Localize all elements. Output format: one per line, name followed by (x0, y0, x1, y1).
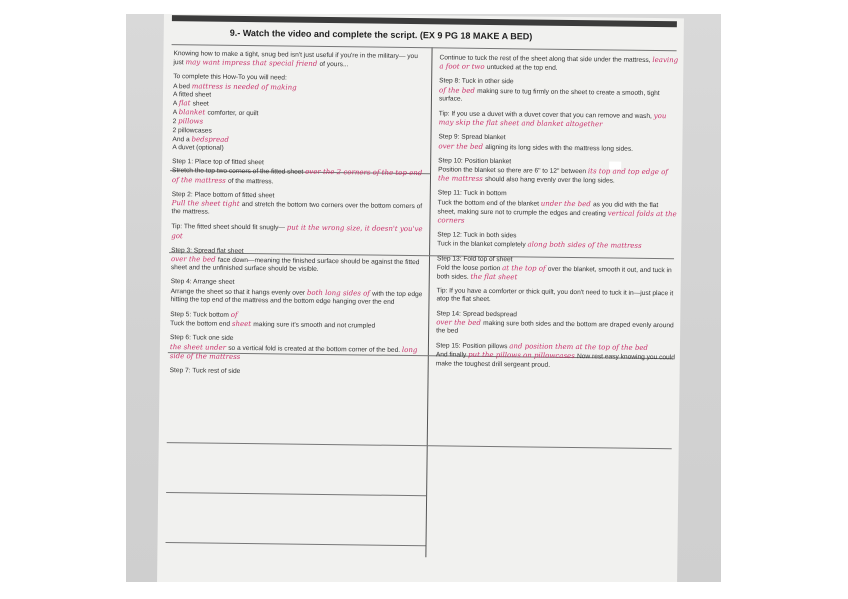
script-line (437, 263, 677, 284)
printed-text: Now rest easy knowing you could make the toughest drill sergeant proud. (435, 353, 675, 369)
script-line (170, 343, 425, 365)
handwritten-answer: both long sides of (306, 288, 373, 298)
handwritten-answer: pillows (178, 117, 204, 126)
handwritten-answer: put it the wrong size, it doesn't you've got (171, 223, 423, 240)
script-line (172, 167, 427, 189)
script-line (437, 240, 677, 252)
printed-text: Tuck the bottom end of the blanket (437, 198, 541, 208)
printed-text: Step 4: Arrange sheet (170, 278, 235, 287)
printed-text: Step 15: Position pillows (435, 342, 510, 351)
printed-text: Step 10: Position blanket (438, 157, 512, 166)
printed-text: as you did with the flat sheet, making sure not to crumple the edges and creating (437, 200, 659, 218)
handwritten-answer: along both sides of the mattress (527, 240, 642, 251)
handwritten-answer: over the bed (170, 255, 218, 264)
printed-text: face down—meaning the finished surface should be against the fitted sheet and the unfinished surface should be visible. (170, 256, 420, 274)
script-line (438, 142, 678, 154)
printed-text: Step 14: Spread bedspread (436, 310, 518, 319)
printed-text: Step 5: Tuck bottom (170, 311, 231, 319)
printed-text: Tuck the bottom end (170, 320, 232, 329)
printed-text: Continue to tuck the rest of the sheet along that side under the mattress, (439, 54, 653, 64)
script-line (439, 86, 679, 106)
printed-text: over the blanket, smooth it out, and tuck in both sides. (436, 265, 672, 281)
worksheet-page (157, 14, 684, 582)
printed-text: Step 11: Tuck in bottom (437, 189, 507, 198)
script-line (439, 53, 679, 74)
handwritten-answer: Pull the sheet tight (171, 199, 242, 209)
handwritten-answer: under the bed (540, 199, 594, 208)
script-line (436, 351, 676, 371)
printed-text: Fold the loose portion (436, 264, 503, 273)
script-line (436, 318, 676, 338)
printed-text: untucked at the top end. (486, 64, 558, 73)
printed-text: Step 3: Spread flat sheet (171, 246, 244, 255)
handwritten-answer: bedspread (191, 135, 229, 144)
script-line (438, 165, 678, 186)
script-line (439, 109, 679, 130)
rule (167, 442, 672, 449)
printed-text: Tip: If you have a comforter or thick quilt, you don't need to tuck it in—just place it atop the flat sheet. (436, 287, 674, 304)
printed-text: so a vertical fold is created at the bottom corner of the bed. (228, 344, 402, 354)
printed-text: Step 6: Tuck one side (169, 334, 234, 343)
printed-text: A bed (173, 82, 192, 90)
script-line (172, 144, 427, 155)
handwritten-answer: may want impress that special friend (185, 58, 320, 69)
printed-text: A (172, 100, 179, 108)
printed-text: Step 12: Tuck in both sides (437, 231, 517, 240)
handwritten-answer: blanket (178, 108, 208, 117)
rule (166, 492, 426, 496)
handwritten-answer: over the bed (438, 141, 486, 151)
printed-text: A fitted sheet (172, 90, 212, 99)
printed-text: Step 8: Tuck in other side (439, 77, 514, 86)
printed-text: making sure it's smooth and not crumpled (253, 321, 376, 330)
printed-text: with the top edge hitting the top end of the mattress and the bottom edge hanging over the end (170, 290, 423, 306)
script-line (171, 223, 426, 245)
handwritten-answer: the flat sheet (470, 272, 518, 282)
handwritten-answer: long side of the mattress (169, 345, 418, 361)
handwritten-answer: sheet (231, 320, 254, 329)
handwritten-answer: at the top of (502, 264, 548, 273)
printed-text: and stretch the bottom two corners over the bottom corners of the mattress. (171, 201, 423, 216)
printed-text: Step 7: Tuck rest of side (169, 367, 241, 376)
header-bar (172, 15, 677, 27)
script-line (170, 287, 425, 308)
printed-text: A duvet (optional) (172, 144, 224, 152)
handwritten-answer: vertical folds at the corners (437, 209, 677, 225)
printed-text: aligning its long sides with the mattress long sides. (485, 143, 634, 153)
handwritten-answer: over the 2 corners of the top end of the mattress (171, 168, 423, 185)
photo-background (126, 14, 721, 582)
printed-text: making sure to tug firmly on the sheet to create a smooth, tight surface. (438, 87, 660, 103)
printed-text: 2 (172, 118, 179, 126)
rule (166, 542, 426, 546)
handwritten-answer: the sheet under (169, 342, 229, 352)
handwritten-answer: flat (178, 99, 193, 108)
handwritten-answer: of (230, 310, 238, 319)
printed-text: Position the blanket so there are 6" to 12" between (438, 166, 588, 176)
printed-text: Knowing how to make a tight, snug bed isn't just useful if you're in the military— you just (173, 50, 418, 67)
right-column (436, 53, 680, 371)
script-line (436, 288, 676, 307)
printed-text: of the mattress. (227, 177, 274, 185)
exercise-title: 9.- Watch the video and complete the script. (EX 9 PG 18 MAKE A BED) (229, 27, 533, 42)
printed-text: sheet (192, 100, 209, 108)
script-line (171, 255, 426, 276)
script-line (170, 319, 425, 331)
printed-text: Step 1: Place top of fitted sheet (172, 158, 264, 167)
printed-text: Stretch the top two corners of the fitted sheet (172, 167, 306, 177)
script-line (172, 199, 427, 220)
printed-text: of yours... (319, 61, 349, 69)
printed-text: Tip: If you use a duvet with a duvet cover that you can remove and wash, (438, 110, 654, 121)
handwritten-answer: over the bed (436, 318, 484, 327)
handwritten-answer: of the bed (439, 85, 478, 95)
left-column (170, 50, 429, 378)
handwritten-answer: put the pillows on pillowcases (468, 351, 578, 361)
script-line (437, 198, 677, 229)
script-line (173, 50, 428, 71)
printed-text: And finally (435, 351, 469, 360)
printed-text: And a (172, 135, 192, 144)
printed-text: Step 13: Fold top of sheet (436, 255, 513, 263)
handwritten-answer: its top and top edge of the mattress (437, 167, 668, 184)
printed-text: Tip: The fitted sheet should fit snugly— (171, 223, 287, 232)
printed-text: making sure both sides and the bottom are draped evenly around the bed (436, 319, 674, 335)
printed-text: To complete this How-To you will need: (173, 73, 287, 82)
printed-text: Arrange the sheet so that it hangs evenly over (170, 287, 307, 297)
handwritten-answer: and position them at the top of the bed (509, 342, 648, 353)
script-line (170, 367, 425, 378)
printed-text: 2 pillowcases (172, 126, 212, 135)
handwritten-answer: you may skip the flat sheet and blanket altogether (438, 112, 667, 129)
handwritten-answer: leaving a foot or two (439, 55, 679, 72)
printed-text: comforter, or quilt (207, 109, 259, 118)
printed-text: Tuck in the blanket completely (437, 240, 528, 249)
printed-text: A (172, 109, 179, 117)
printed-text: Step 9: Spread blanket (438, 133, 506, 142)
printed-text: Step 2: Place bottom of fitted sheet (171, 190, 275, 200)
handwritten-answer: mattress is needed of making (191, 81, 297, 92)
printed-text: should also hang evenly over the long sides. (484, 176, 615, 185)
